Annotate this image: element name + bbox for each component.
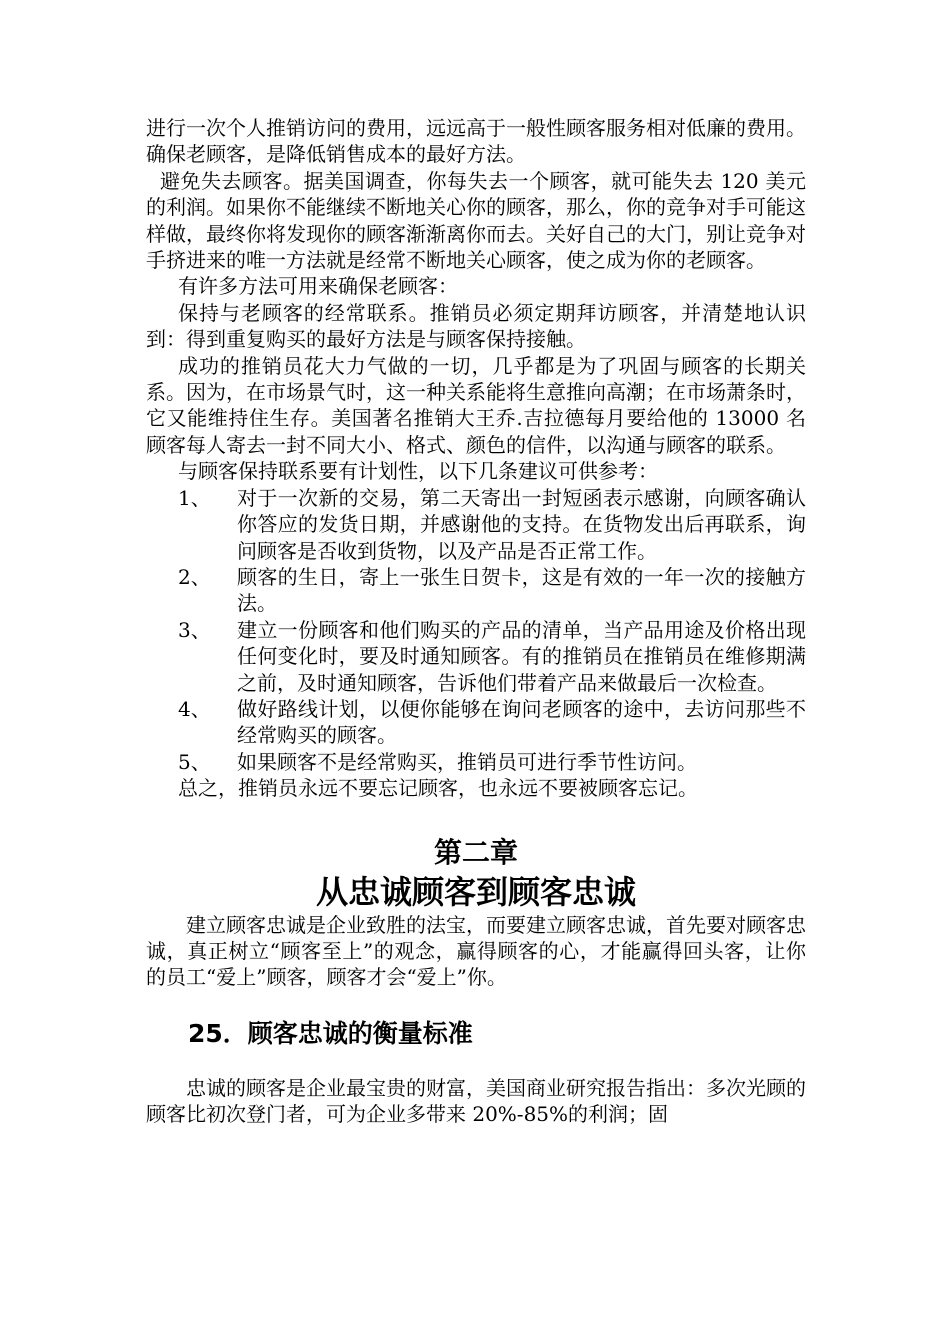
chapter-title: 从忠诚顾客到顾客忠诚	[315, 872, 636, 911]
section-title: 25．顾客忠诚的衡量标准	[188, 1018, 473, 1048]
list-text: 建立一份顾客和他们购买的产品的清单，当产品用途及价格出现任何变化时，要及时通知顾客。有的推销员在推销员在维修期满之前，及时通知顾客，告诉他们带着产品来做最后一次检查。	[237, 617, 806, 695]
list-number: 3、	[178, 617, 211, 642]
list-text: 对于一次新的交易，第二天寄出一封短函表示感谢，向顾客确认你答应的发货日期，并感谢他的支持。在货物发出后再联系，询问顾客是否收到货物，以及产品是否正常工作。	[237, 485, 806, 563]
list-item	[146, 617, 806, 696]
suggestion-list	[146, 485, 806, 775]
paragraph: 保持与老顾客的经常联系。推销员必须定期拜访顾客，并清楚地认识到：得到重复购买的最好方法是与顾客保持接触。	[146, 300, 806, 352]
list-number: 5、	[178, 749, 211, 774]
document-page	[146, 115, 806, 1128]
list-item	[146, 696, 806, 749]
list-item	[146, 485, 806, 564]
paragraph: 避免失去顾客。据美国调查，你每失去一个顾客，就可能失去 120 美元的利润。如果你不能继续不断地关心你的顾客，那么，你的竞争对手可能这样做，最终你将发现你的顾客渐渐离你而去。关好自己的大门，别让竞争对手挤进来的唯一方法就是经常不断地关心顾客，使之成为你的老顾客。	[146, 168, 806, 273]
paragraph: 成功的推销员花大力气做的一切，几乎都是为了巩固与顾客的长期关系。因为，在市场景气时，这一种关系能将生意推向高潮；在市场萧条时，它又能维持住生存。美国著名推销大王乔.吉拉德每月要给他的 13000 名顾客每人寄去一封不同大小、格式、颜色的信件，以沟通与顾客的联系。	[146, 353, 806, 457]
list-item	[146, 749, 806, 775]
paragraph: 与顾客保持联系要有计划性，以下几条建议可供参考：	[178, 459, 658, 484]
list-text: 如果顾客不是经常购买，推销员可进行季节性访问。	[237, 749, 697, 774]
conclusion-paragraph: 总之，推销员永远不要忘记顾客，也永远不要被顾客忘记。	[178, 776, 698, 801]
list-number: 1、	[178, 485, 211, 510]
list-text: 做好路线计划，以便你能够在询问老顾客的途中，去访问那些不经常购买的顾客。	[237, 696, 806, 748]
list-item	[146, 564, 806, 617]
list-number: 2、	[178, 564, 211, 589]
section-paragraph: 忠诚的顾客是企业最宝贵的财富，美国商业研究报告指出：多次光顾的顾客比初次登门者，可为企业多带来 20%-85%的利润；固	[146, 1075, 806, 1127]
chapter-intro-paragraph: 建立顾客忠诚是企业致胜的法宝，而要建立顾客忠诚，首先要对顾客忠诚，真正树立“顾客至上”的观念，赢得顾客的心，才能赢得回头客，让你的员工“爱上”顾客，顾客才会“爱上”你。	[146, 912, 806, 990]
list-number: 4、	[178, 696, 211, 721]
chapter-number: 第二章	[433, 835, 518, 869]
paragraph: 进行一次个人推销访问的费用，远远高于一般性顾客服务相对低廉的费用。确保老顾客，是降低销售成本的最好方法。	[146, 116, 806, 167]
list-text: 顾客的生日，寄上一张生日贺卡，这是有效的一年一次的接触方法。	[237, 564, 806, 616]
paragraph: 有许多方法可用来确保老顾客：	[178, 274, 458, 299]
